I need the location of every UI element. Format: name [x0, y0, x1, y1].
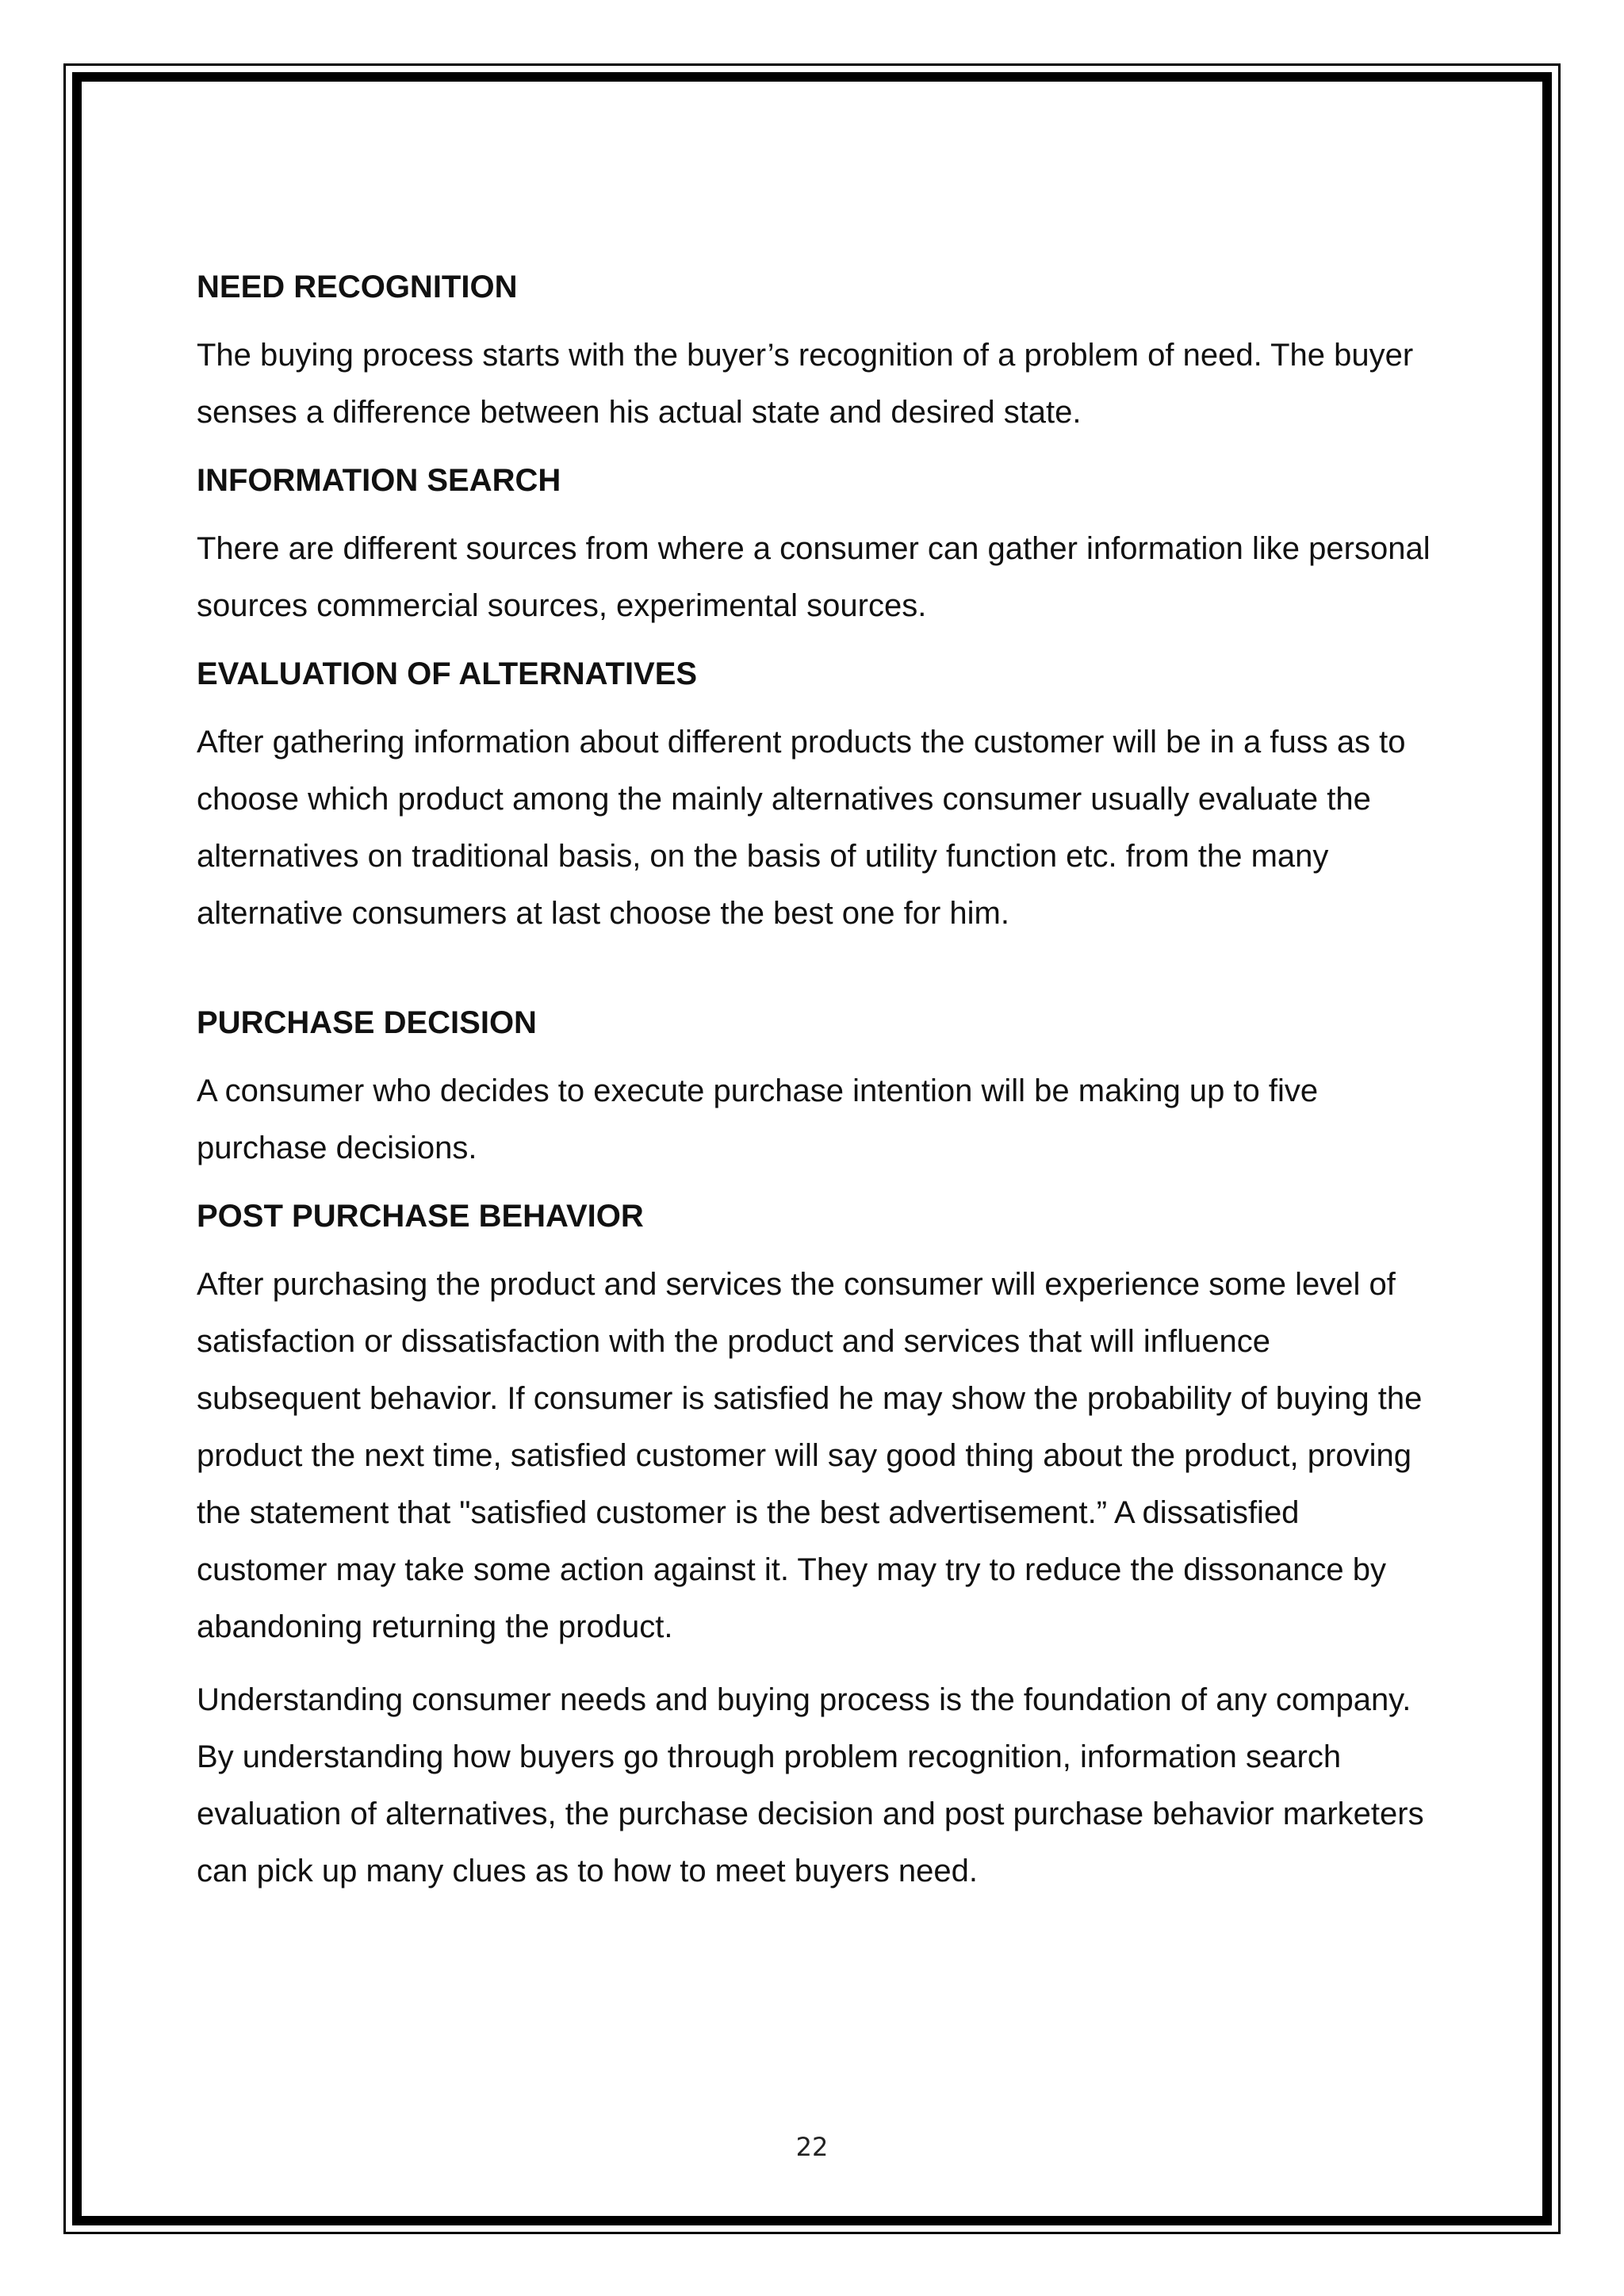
section-paragraph: There are different sources from where a consumer can gather information like personal sources commercial sources, experimental sources.	[197, 531, 1431, 623]
section-purchase-decision	[197, 999, 1434, 1177]
section-evaluation-of-alternatives	[197, 650, 1434, 942]
section-need-recognition	[197, 263, 1434, 441]
section-paragraph: The buying process starts with the buyer’s recognition of a problem of need. The buyer senses a difference between his actual state and desired state.	[197, 338, 1414, 430]
page-number: 22	[795, 2132, 829, 2162]
section-post-purchase-behavior	[197, 1192, 1434, 1900]
section-heading: PURCHASE DECISION	[197, 1005, 537, 1040]
section-paragraph: After purchasing the product and services the consumer will experience some level of satisfaction or dissatisfaction with the product and services that will influence subsequent behavior. If consumer is satisfied he may show the probability of buying the product the next time, satisfied customer will say good thing about the product, proving the statement that "satisfied customer is the best advertisement.” A dissatisfied customer may take some action against it. They may try to reduce the dissonance by abandoning returning the product.	[197, 1267, 1423, 1644]
section-paragraph: A consumer who decides to execute purchase intention will be making up to five purchase decisions.	[197, 1073, 1319, 1165]
section-heading: NEED RECOGNITION	[197, 270, 518, 304]
section-paragraph: Understanding consumer needs and buying process is the foundation of any company. By understanding how buyers go through problem recognition, information search evaluation of alternatives, the purchase decision and post purchase behavior marketers can pick up many clues as to how to meet buyers need.	[197, 1682, 1424, 1888]
document-body	[197, 263, 1434, 1915]
section-heading: POST PURCHASE BEHAVIOR	[197, 1199, 644, 1234]
section-information-search	[197, 457, 1434, 634]
section-paragraph: After gathering information about different products the customer will be in a fuss as to choose which product among the mainly alternatives consumer usually evaluate the alternatives on traditional basis, on the basis of utility function etc. from the many alternative consumers at last choose the best one for him.	[197, 725, 1406, 931]
section-heading: INFORMATION SEARCH	[197, 463, 561, 498]
section-heading: EVALUATION OF ALTERNATIVES	[197, 656, 698, 691]
